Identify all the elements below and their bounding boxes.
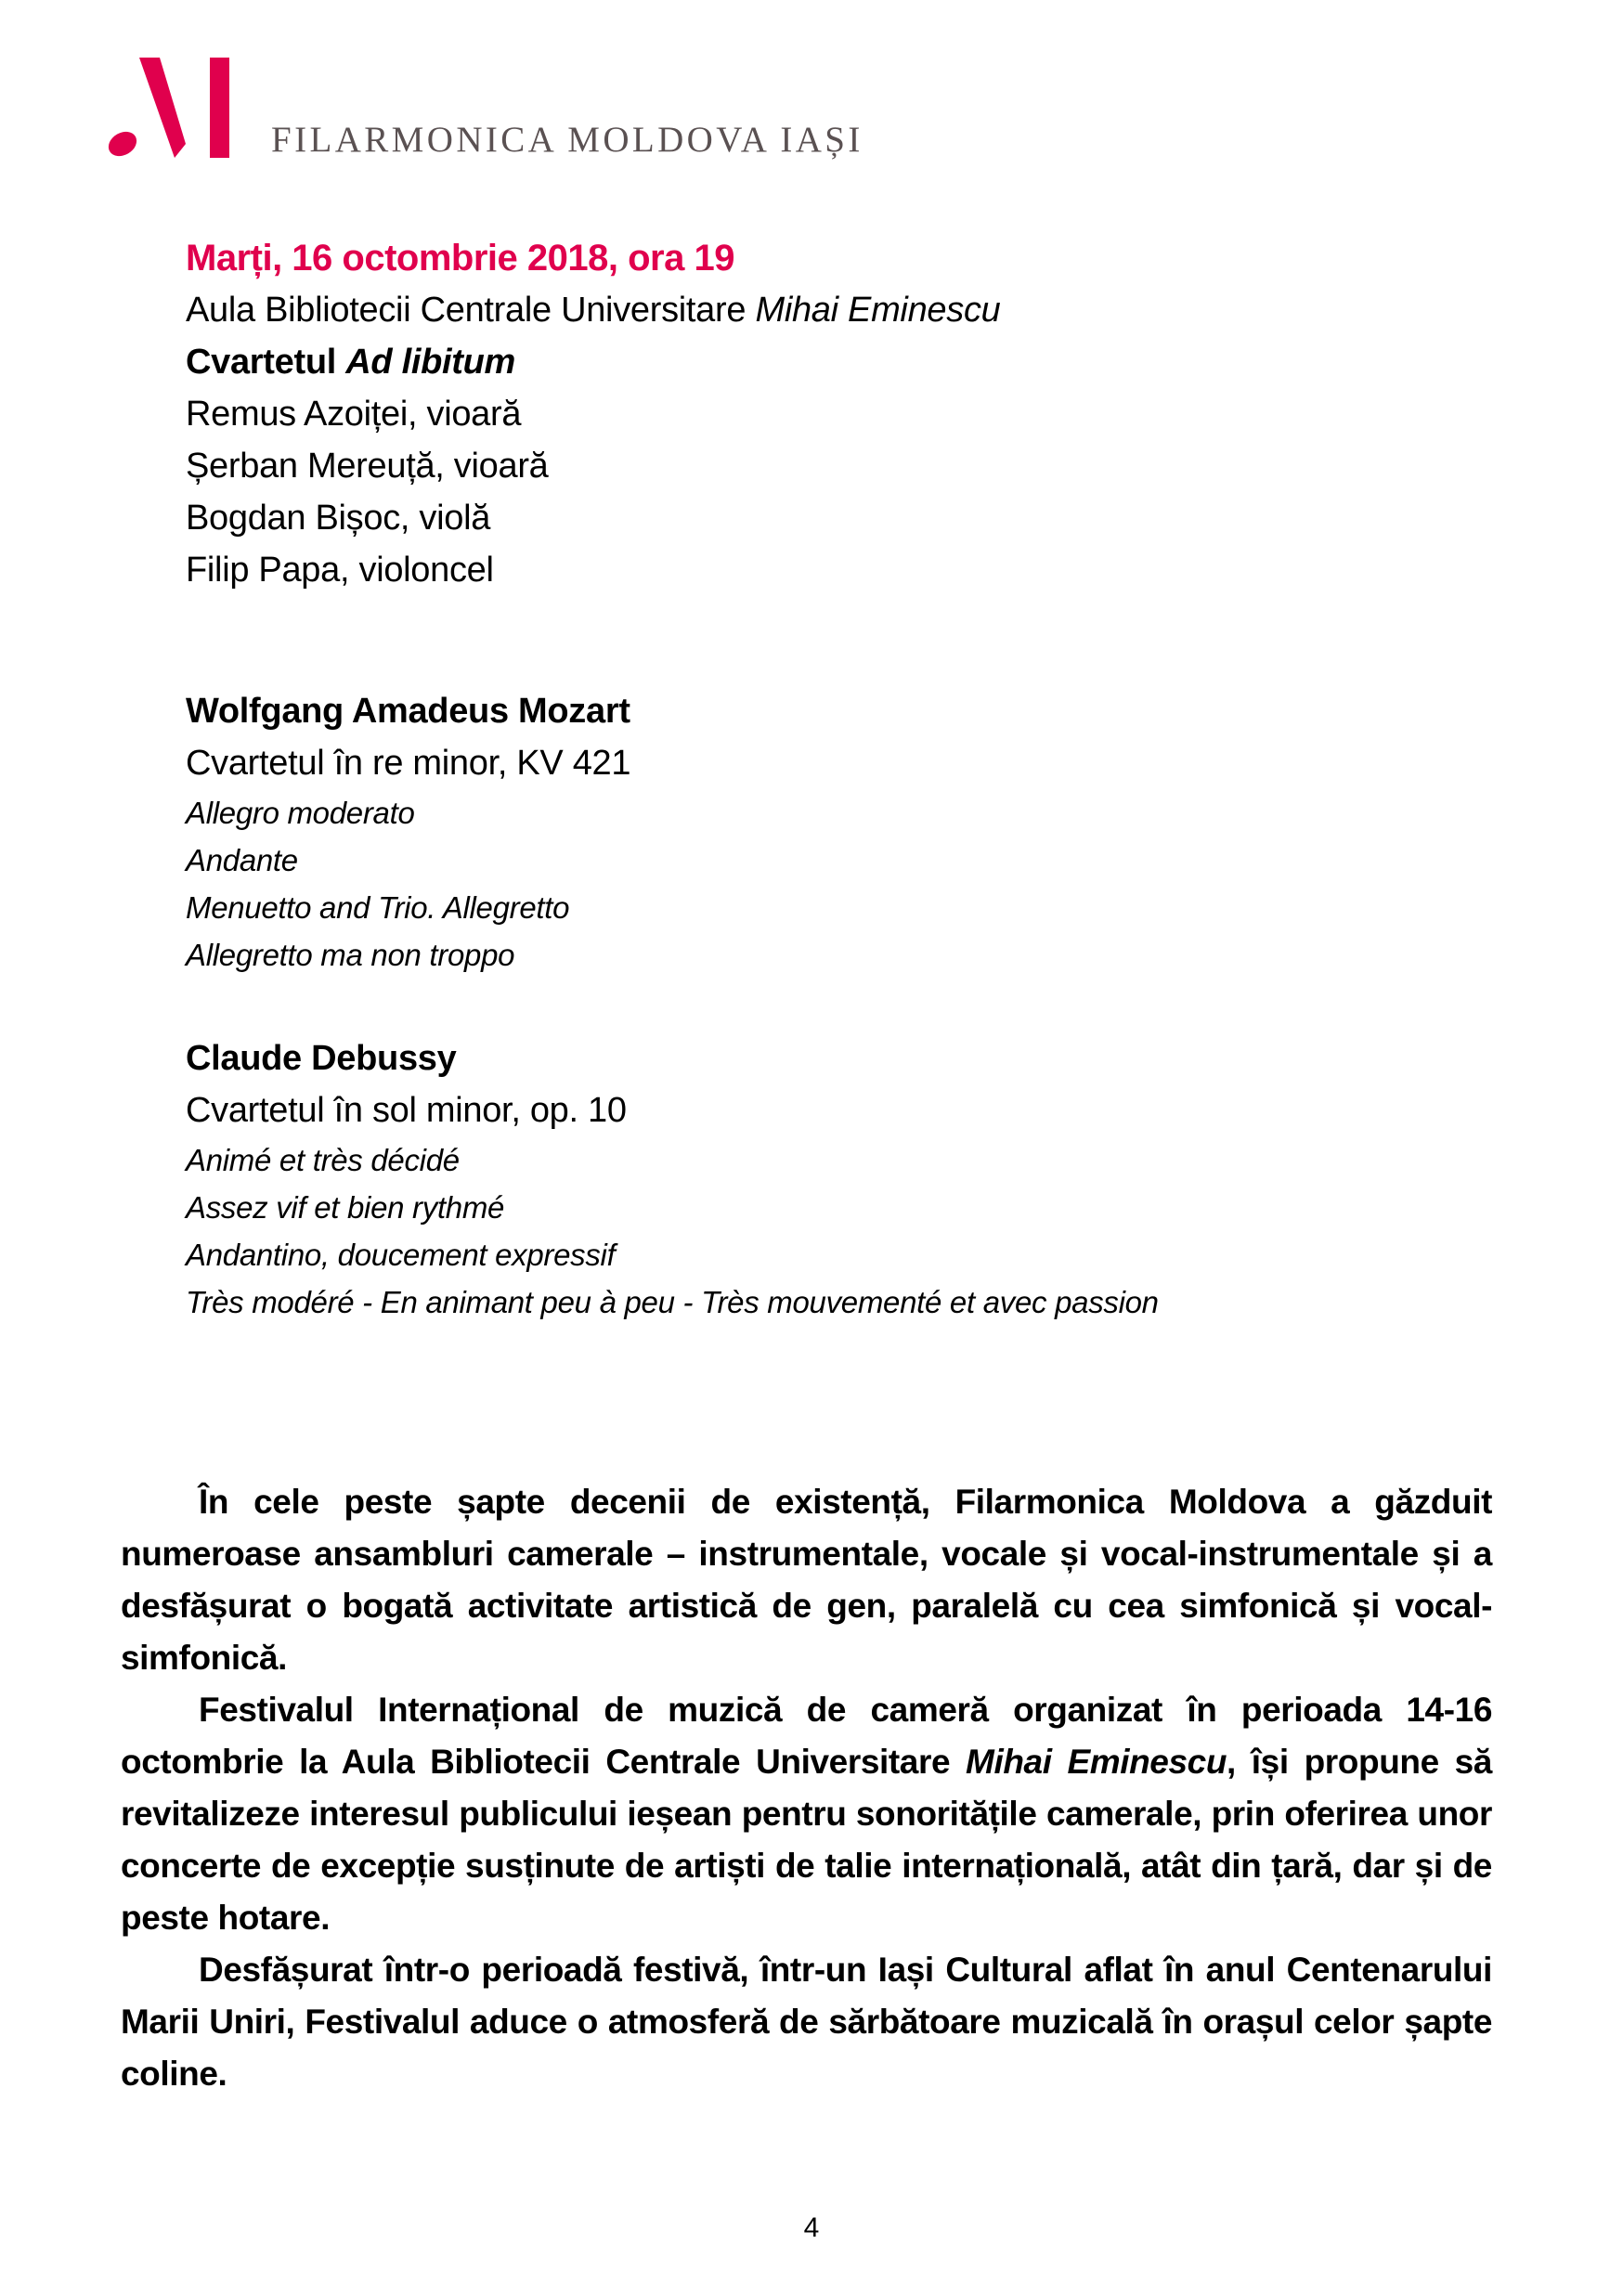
movement: Animé et très décidé (186, 1143, 460, 1177)
paragraph-festival (121, 1684, 1492, 1944)
performer: Filip Papa, violoncel (186, 551, 494, 590)
festival-description (121, 1476, 1492, 2100)
paragraph-history: În cele peste șapte decenii de existență, Filarmonica Moldova a găzduit numeroase ansambluri camerale – instrumentale, vocale și vocal-instrumentale și a desfășurat o bogată activitate artistică de gen, paralelă cu cea simfonică și vocal-simfonică. (121, 1483, 1492, 1677)
performer: Remus Azoiței, vioară (186, 395, 522, 434)
concert-date: Marți, 16 octombrie 2018, ora 19 (186, 238, 734, 279)
composer-name: Wolfgang Amadeus Mozart (186, 692, 630, 731)
work-title: Cvartetul în re minor, KV 421 (186, 744, 631, 783)
venue-name: Mihai Eminescu (966, 1743, 1227, 1781)
ensemble-prefix: Cvartetul (186, 343, 346, 382)
page-number: 4 (803, 2212, 820, 2243)
ensemble-name (186, 336, 1393, 388)
movement: Assez vif et bien rythmé (186, 1190, 505, 1225)
concert-program (186, 232, 1393, 1326)
movement: Très modéré - En animant peu à peu - Très mouvementé et avec passion (186, 1285, 1159, 1319)
concert-venue (186, 284, 1393, 336)
movement: Menuetto and Trio. Allegretto (186, 890, 570, 925)
filarmonica-logo-icon (107, 56, 237, 162)
performer: Șerban Mereuță, vioară (186, 447, 549, 486)
performer: Bogdan Bișoc, violă (186, 499, 491, 538)
logotype: FILARMONICA MOLDOVA IAȘI (271, 120, 863, 160)
work-title: Cvartetul în sol minor, op. 10 (186, 1091, 627, 1130)
paragraph-centenary: Desfășurat într-o perioadă festivă, într-un Iași Cultural aflat în anul Centenarului Marii Uniri, Festivalul aduce o atmosferă de sărbătoare muzicală în orașul celor șapte coline. (121, 1951, 1492, 2093)
venue-prefix: Aula Bibliotecii Centrale Universitare (186, 291, 756, 330)
movement: Allegro moderato (186, 796, 415, 830)
paragraph-text: , își propune să revitalizeze interesul publicului ieșean pentru sonoritățile camerale, prin oferirea unor concerte de excepție susținute de artiști de talie internațională, atât din țară, dar și de peste hotare. (121, 1743, 1492, 1937)
paragraph-text: Festivalul Internațional de muzică de cameră organizat în perioada 14-16 octombrie la Aula Bibliotecii Centrale Universitare (121, 1691, 1492, 1781)
movement: Andantino, doucement expressif (186, 1238, 616, 1272)
ensemble-title: Ad libitum (345, 343, 516, 382)
movement: Allegretto ma non troppo (186, 938, 515, 972)
movement: Andante (186, 843, 298, 877)
composer-name: Claude Debussy (186, 1039, 457, 1078)
venue-name: Mihai Eminescu (755, 291, 1001, 330)
